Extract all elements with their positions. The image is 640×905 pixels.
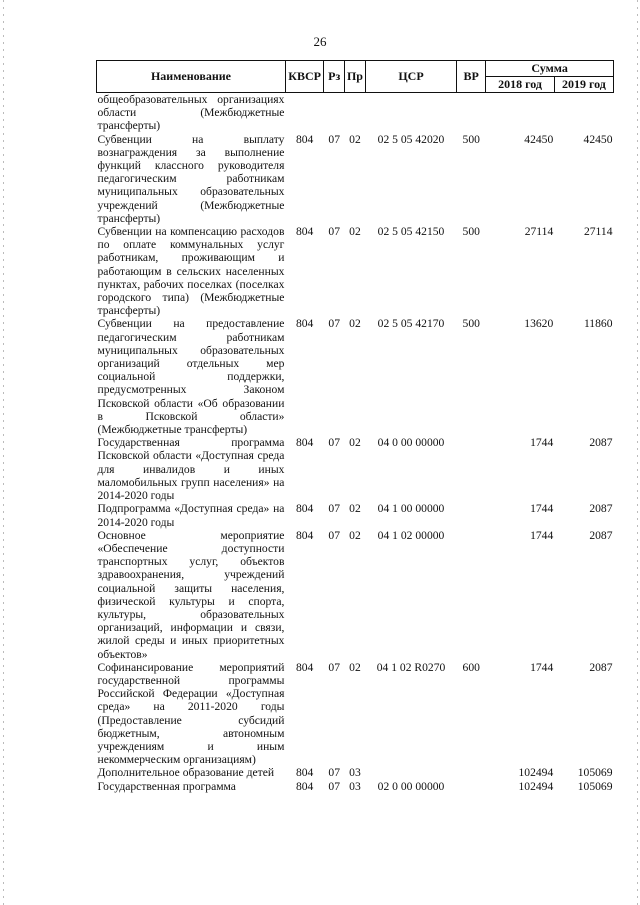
row-sum-2019: 2087 (589, 528, 613, 542)
row-name: Субвенции на предоставление педагогическим работникам муниципальных образовательных организаций отдельных мер социальной поддержки, предусмотренных Законом Псковской области «Об образовании в Псковской области» (Межбюджетные трансферты) (97, 317, 285, 437)
row-sum-2018: 13620 (524, 317, 554, 331)
row-rz: 07 (328, 317, 341, 331)
header-kvsr: КВСР (285, 61, 323, 93)
row-pr: 02 (349, 528, 361, 542)
row-sum-2018 (486, 93, 555, 133)
row-kvsr: 804 (295, 225, 314, 239)
row-kvsr: 804 (295, 528, 314, 542)
header-rz: Рз (324, 61, 345, 93)
table-header (97, 61, 614, 93)
row-rz: 07 (328, 502, 341, 516)
row-name: общеобразовательных организациях области (Межбюджетные трансферты) (97, 93, 285, 133)
row-kvsr: 804 (295, 766, 314, 780)
row-sum-2019: 105069 (577, 766, 613, 780)
header-year-2018: 2018 год (486, 77, 555, 93)
header-csr: ЦСР (365, 61, 456, 93)
table-row (97, 502, 614, 528)
row-sum-2019: 105069 (577, 779, 613, 793)
row-csr: 04 1 02 00000 (377, 528, 445, 542)
row-pr: 02 (349, 132, 361, 146)
scan-edge-left (3, 0, 4, 905)
row-name: Государственная программа (97, 779, 236, 793)
row-rz: 07 (328, 779, 341, 793)
header-vr: ВР (457, 61, 486, 93)
row-rz: 07 (328, 132, 341, 146)
row-csr: 02 0 00 00000 (377, 779, 445, 793)
header-sum: Сумма (486, 61, 614, 77)
row-csr: 02 5 05 42170 (377, 317, 445, 331)
row-sum-2019 (554, 93, 613, 133)
row-name: Основное мероприятие «Обеспечение доступности транспортных услуг, объектов здравоохранения, учреждений социальной защиты населения, физической культуры и спорта, культуры, образовательных организаций, информации и связи, жилой среды и иных приоритетных объектов» (97, 528, 285, 661)
row-kvsr: 804 (295, 132, 314, 146)
row-sum-2018: 27114 (524, 225, 554, 239)
row-sum-2019: 2087 (589, 436, 613, 450)
row-sum-2018: 1744 (530, 660, 554, 674)
row-csr: 04 1 02 R0270 (376, 660, 446, 674)
table-row (97, 93, 614, 133)
row-name: Субвенции на выплату вознаграждения за выполнение функций классного руководителя педагогическим работникам муниципальных образовательных учреждений (Межбюджетные трансферты) (97, 132, 285, 225)
table-row (97, 317, 614, 436)
row-sum-2019: 2087 (589, 502, 613, 516)
row-name: Софинансирование мероприятий государственной программы Российской Федерации «Доступная среда» на 2011-2020 годы (Предоставление субсидий бюджетным, автономным учреждениям и иным некоммерческим организациям) (97, 660, 285, 767)
row-pr (345, 93, 366, 133)
row-pr: 02 (349, 502, 361, 516)
table-row (97, 780, 614, 793)
row-vr (457, 93, 486, 133)
row-name: Субвенции на компенсацию расходов по оплате коммунальных услуг работникам, проживающим и работающим в сельских населенных пунктах, рабочих поселках (поселках городского типа) (Межбюджетные трансферты) (97, 225, 285, 318)
row-kvsr: 804 (295, 660, 314, 674)
row-kvsr (285, 93, 323, 133)
row-kvsr: 804 (295, 436, 314, 450)
row-vr (457, 766, 486, 779)
row-vr: 500 (462, 132, 480, 146)
row-rz: 07 (328, 225, 341, 239)
row-csr: 02 5 05 42150 (377, 225, 445, 239)
row-csr: 04 0 00 00000 (377, 436, 445, 450)
row-vr (457, 436, 486, 502)
row-name: Дополнительное образование детей (97, 766, 275, 780)
table-row (97, 661, 614, 767)
row-rz: 07 (328, 436, 341, 450)
page-number: 26 (313, 34, 327, 49)
table-row (97, 436, 614, 502)
row-csr (365, 766, 456, 779)
row-sum-2018: 42450 (524, 132, 554, 146)
row-sum-2018: 102494 (518, 766, 554, 780)
row-csr: 02 5 05 42020 (377, 132, 445, 146)
row-vr: 600 (462, 660, 480, 674)
row-sum-2018: 1744 (530, 502, 554, 516)
row-csr: 04 1 00 00000 (377, 502, 445, 516)
scan-edge-right (637, 0, 638, 905)
row-pr: 02 (349, 660, 361, 674)
budget-table (96, 60, 614, 793)
row-kvsr: 804 (295, 779, 314, 793)
row-csr (365, 93, 456, 133)
row-vr: 500 (462, 225, 480, 239)
row-sum-2018: 102494 (518, 779, 554, 793)
row-name: Государственная программа Псковской области «Доступная среда для инвалидов и иных маломобильных групп населения» на 2014-2020 годы (97, 436, 285, 503)
row-name: Подпрограмма «Доступная среда» на 2014-2020 годы (97, 502, 285, 529)
row-pr: 02 (349, 225, 361, 239)
table-row (97, 529, 614, 661)
row-rz: 07 (328, 528, 341, 542)
table-row (97, 766, 614, 779)
header-pr: Пр (345, 61, 366, 93)
row-pr: 03 (349, 779, 361, 793)
row-rz: 07 (328, 766, 341, 780)
row-vr (457, 502, 486, 528)
row-sum-2019: 2087 (589, 660, 613, 674)
row-sum-2018: 1744 (530, 436, 554, 450)
row-rz: 07 (328, 660, 341, 674)
row-sum-2019: 27114 (583, 225, 613, 239)
row-pr: 02 (349, 436, 361, 450)
row-kvsr: 804 (295, 502, 314, 516)
table-row (97, 133, 614, 225)
row-sum-2019: 11860 (583, 317, 613, 331)
row-vr (457, 780, 486, 793)
row-sum-2018: 1744 (530, 528, 554, 542)
row-sum-2019: 42450 (583, 132, 613, 146)
row-pr: 02 (349, 317, 361, 331)
row-vr: 500 (462, 317, 480, 331)
row-pr: 03 (349, 766, 361, 780)
header-name: Наименование (97, 61, 286, 93)
table-body (97, 93, 614, 793)
row-vr (457, 529, 486, 661)
row-rz (324, 93, 345, 133)
header-year-2019: 2019 год (554, 77, 613, 93)
row-kvsr: 804 (295, 317, 314, 331)
table-row (97, 225, 614, 317)
